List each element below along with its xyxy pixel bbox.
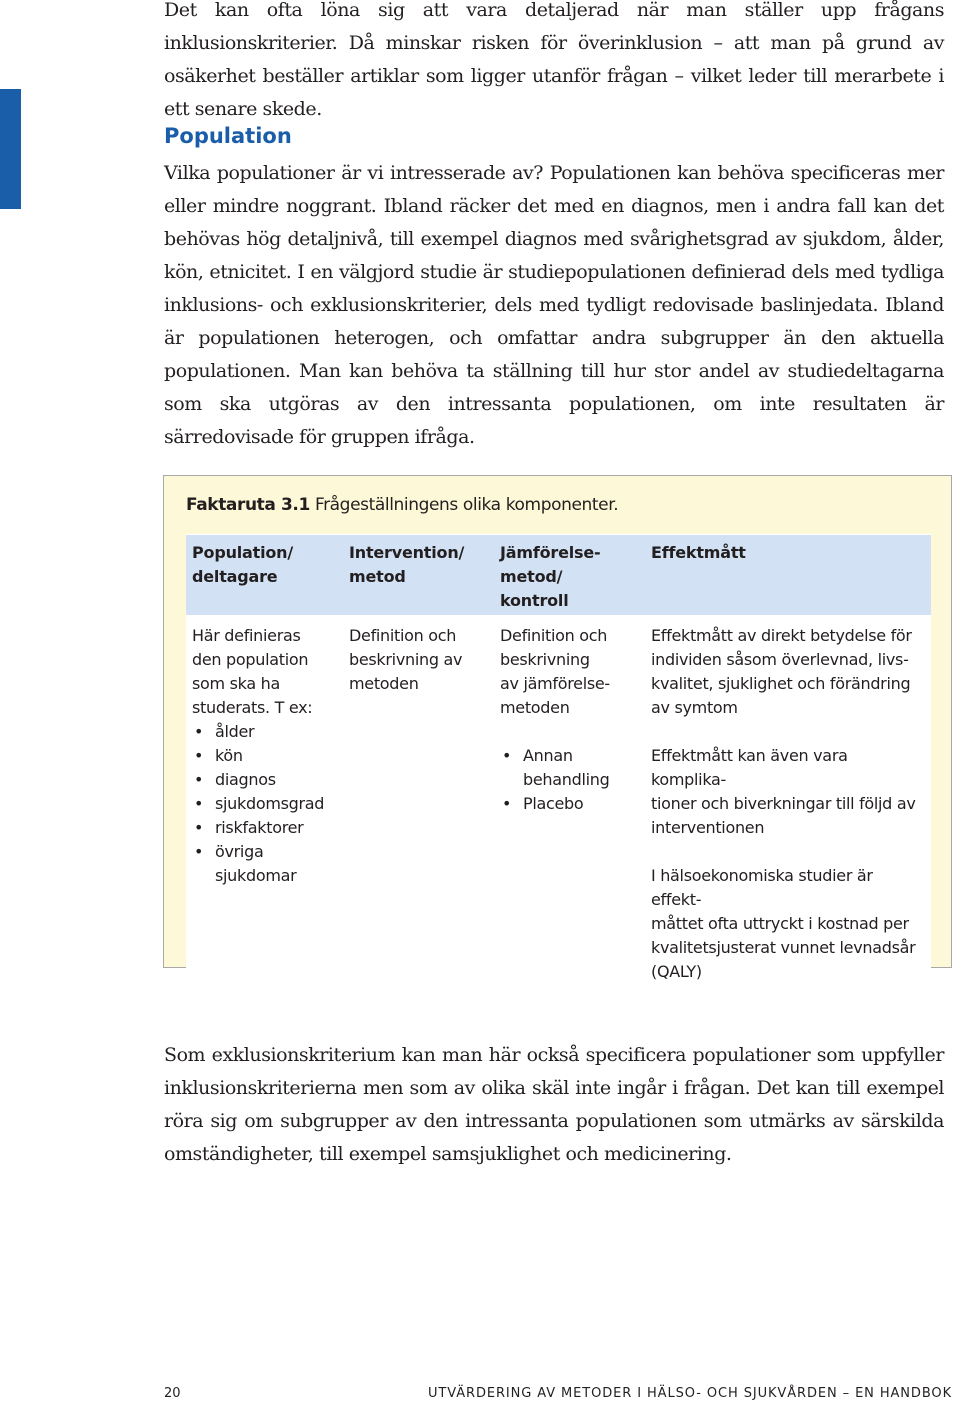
- running-footer-title: UTVÄRDERING AV METODER I HÄLSO- OCH SJUKVÅRDEN – EN HANDBOK: [428, 1386, 952, 1401]
- list-item: • sjukdomsgrad: [192, 792, 337, 816]
- cell-comparison: [494, 616, 645, 991]
- list-item: • riskfaktorer: [192, 816, 337, 840]
- list-item: • ålder: [192, 720, 337, 744]
- outcome-paragraph-2: Effektmått kan även vara komplika- tioner och biverkningar till följd av interventionen: [651, 746, 916, 837]
- outcome-paragraph-1: Effektmått av direkt betydelse för individen såsom överlevnad, livs- kvalitet, sjuklighet och förändring av symtom: [651, 626, 912, 717]
- cell-outcome: [645, 616, 931, 991]
- comparison-intro: Definition och beskrivning av jämförelse- metoden: [500, 626, 610, 717]
- header-comparison: Jämförelse- metod/ kontroll: [494, 535, 645, 617]
- comparison-list: [500, 744, 639, 816]
- fact-box-title: [186, 492, 618, 518]
- population-paragraph: Vilka populationer är vi intresserade av? Populationen kan behöva specificeras mer eller mindre noggrant. Ibland räcker det med en diagnos, men i andra fall kan det behövas hög detaljnivå, till exempel diagnos med svårighetsgrad av sjukdom, ålder, kön, etnicitet. I en välgjord studie är studiepopulationen definierad dels med tydliga inklusions- och exklusionskriterier, dels med tydligt redovisade baslinjedata. Ibland är populationen heterogen, och omfattar andra subgrupper än den aktuella populationen. Man kan behöva ta ställning till hur stor andel av studiedeltagarna som ska utgöras av den intressanta populationen, om inte resultaten är särredovisade för gruppen ifråga.: [164, 162, 944, 448]
- fact-box: [163, 475, 952, 981]
- cell-population: [186, 616, 343, 991]
- fact-box-caption: Frågeställningens olika komponenter.: [314, 495, 619, 515]
- closing-paragraph: Som exklusionskriterium kan man här också specificera populationer som uppfyller inklusionskriterierna men som av olika skäl inte ingår i frågan. Det kan till exempel röra sig om subgrupper av den intressanta populationen som utmärks av särskilda omständigheter, till exempel samsjuklighet och medicinering.: [164, 1044, 944, 1165]
- population-heading: Population: [164, 124, 292, 148]
- intro-paragraph: Det kan ofta löna sig att vara detaljerad när man ställer upp frågans inklusionskriterier. Då minskar risken för överinklusion – att man på grund av osäkerhet beställer artiklar som ligger utanför frågan – vilket leder till merarbete i ett senare skede.: [164, 0, 944, 120]
- table-header-row: [186, 535, 931, 617]
- list-item: • övriga sjukdomar: [192, 840, 337, 888]
- header-intervention: Intervention/ metod: [343, 535, 494, 617]
- cell-intervention: [343, 616, 494, 991]
- chapter-side-tab: [0, 89, 21, 209]
- fact-box-label: Faktaruta 3.1: [186, 495, 310, 515]
- components-table: [186, 534, 931, 992]
- list-item: • Placebo: [500, 792, 639, 816]
- population-intro: Här definieras den population som ska ha studerats. T ex:: [192, 626, 313, 717]
- population-list: [192, 720, 337, 888]
- header-outcome: Effektmått: [645, 535, 931, 617]
- header-population: Population/ deltagare: [186, 535, 343, 617]
- outcome-paragraph-3: I hälsoekonomiska studier är effekt- måttet ofta uttryckt i kostnad per kvalitetsjusterat vunnet levnadsår (QALY): [651, 866, 916, 981]
- list-item: • kön: [192, 744, 337, 768]
- intervention-text: Definition och beskrivning av metoden: [349, 626, 463, 693]
- list-item: • diagnos: [192, 768, 337, 792]
- table-row: [186, 616, 931, 991]
- page-number: 20: [164, 1386, 181, 1401]
- list-item: • Annan behandling: [500, 744, 639, 792]
